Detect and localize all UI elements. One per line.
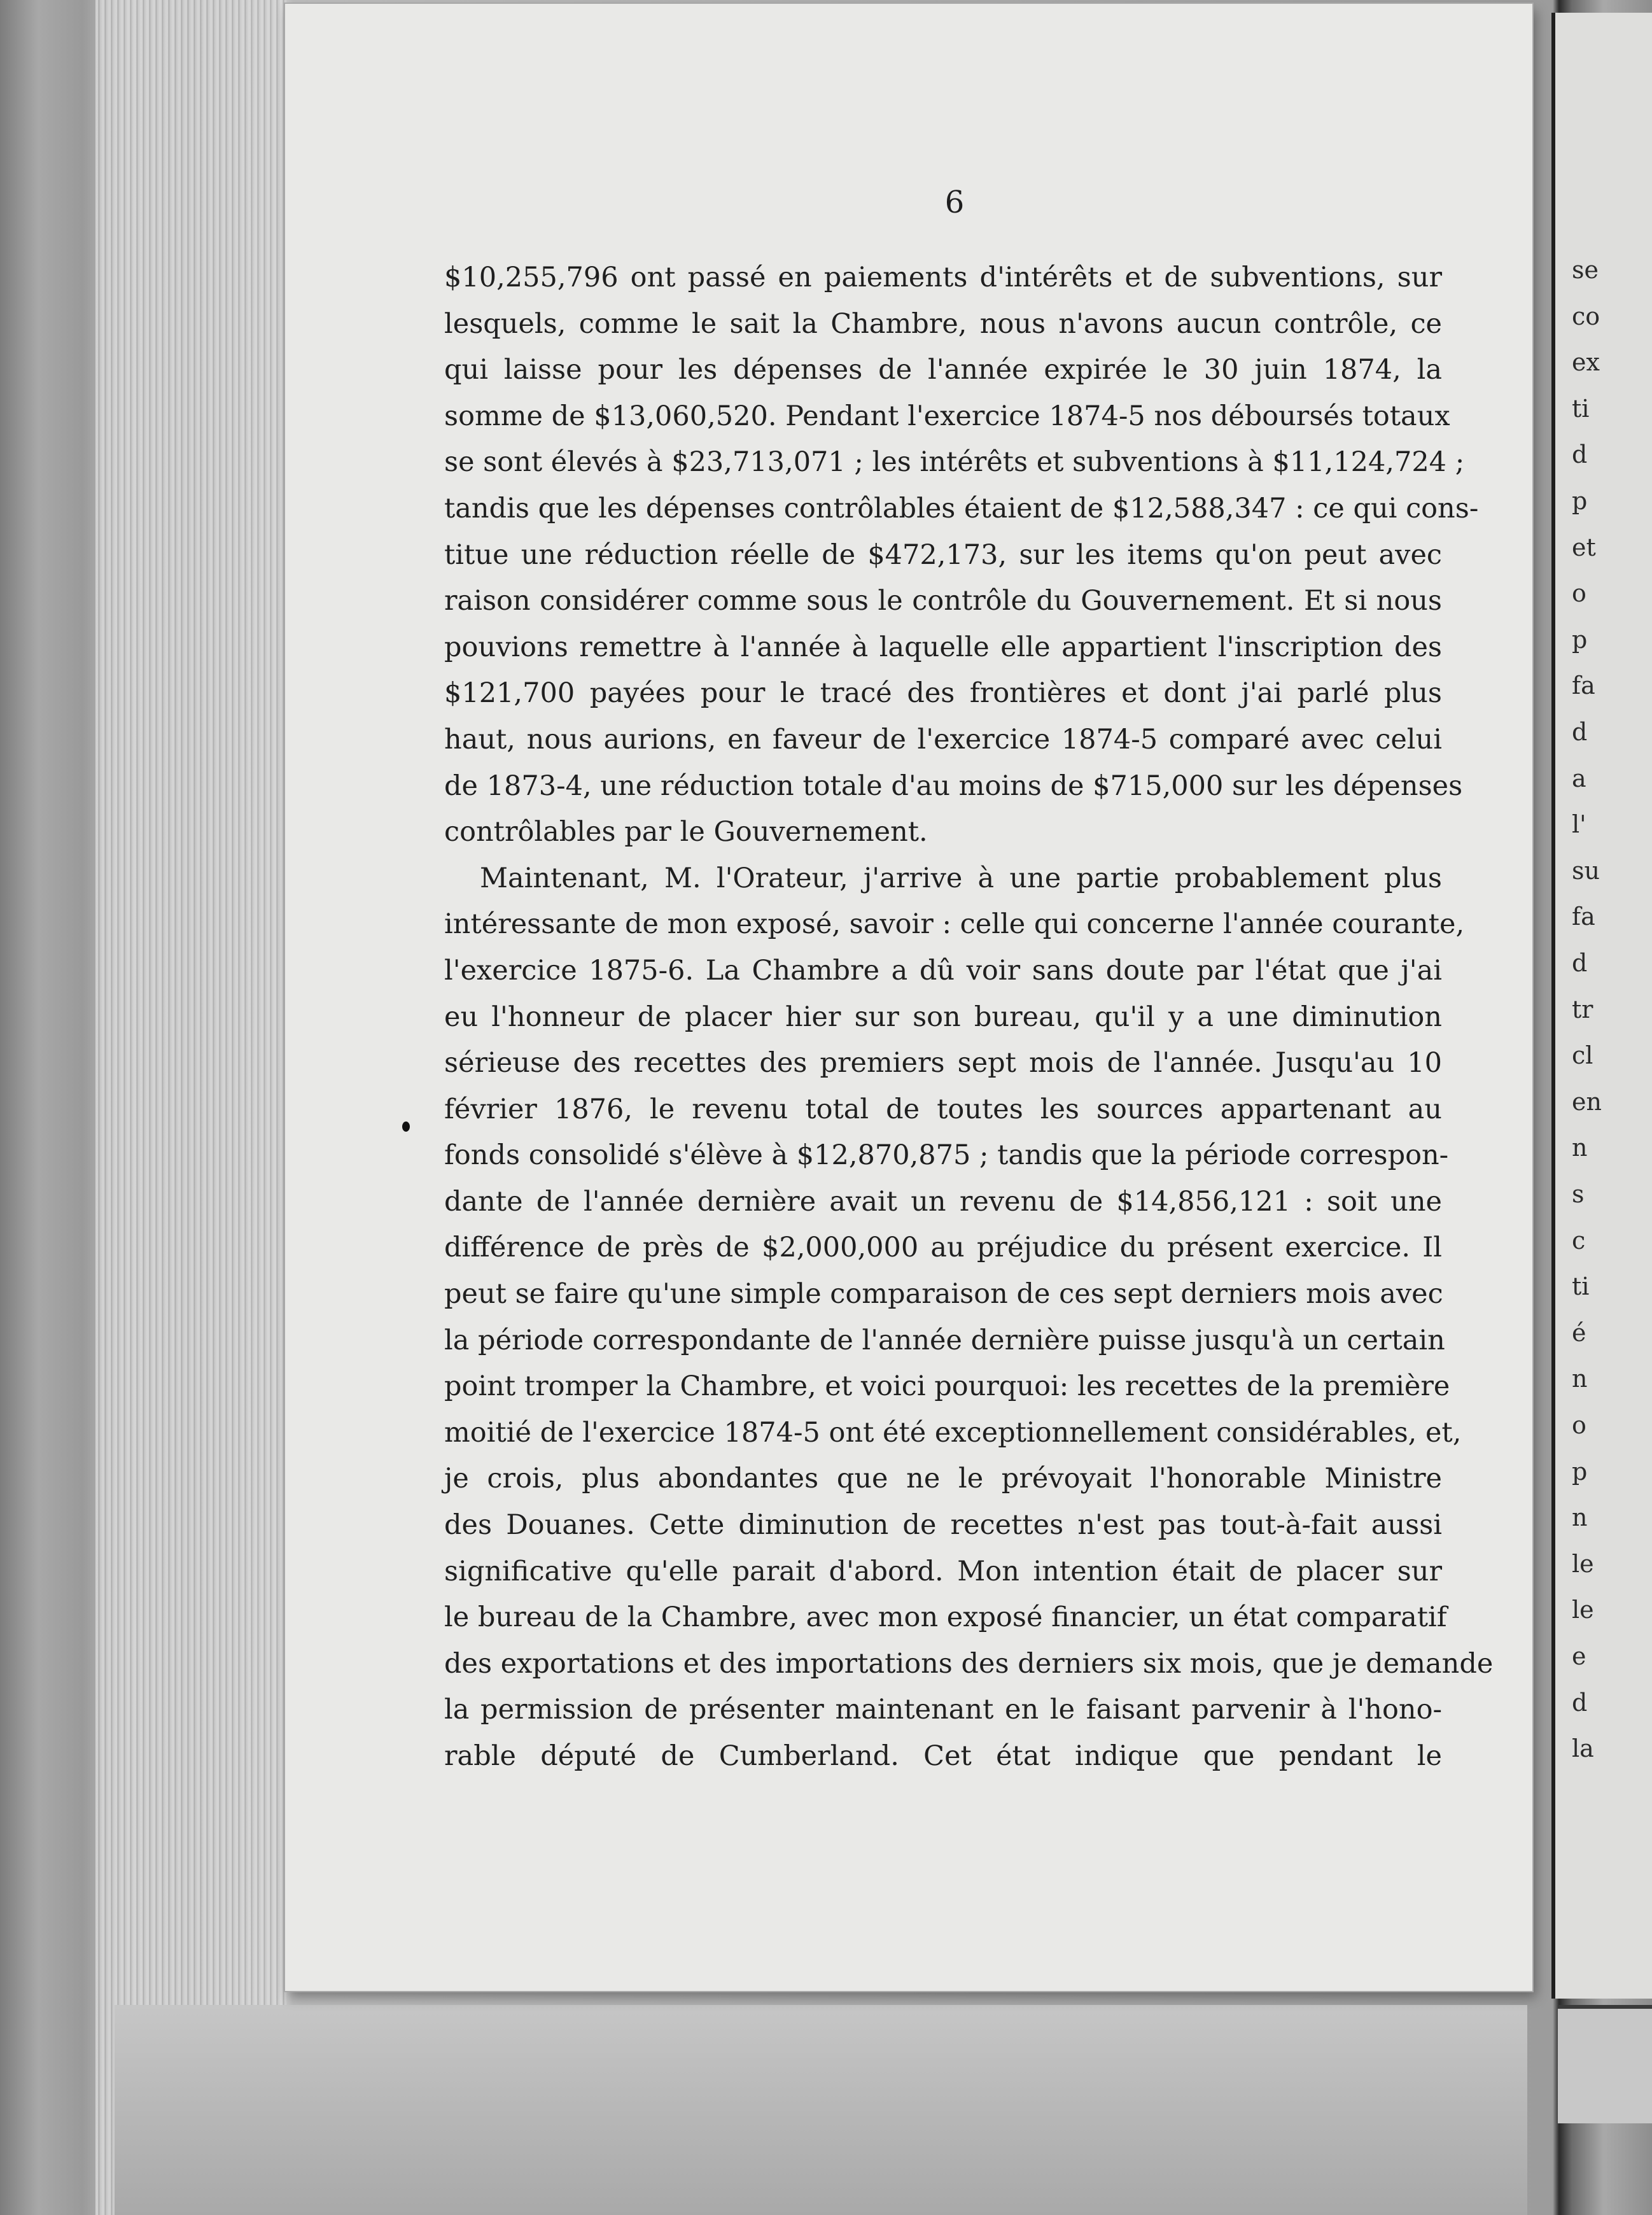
- adjacent-page-letter: et: [1572, 533, 1596, 561]
- text-line: haut, nous aurions, en faveur de l'exercice 1874-5 comparé avec celui: [444, 723, 1442, 756]
- text-line: somme de $13,060,520. Pendant l'exercice 1874-5 nos déboursés totaux: [444, 400, 1450, 432]
- text-line: rable député de Cumberland. Cet état indique que pendant le: [444, 1740, 1442, 1772]
- adjacent-page-letter: p: [1572, 1457, 1588, 1486]
- text-line: tandis que les dépenses contrôlables étaient de $12,588,347 : ce qui cons-: [444, 492, 1479, 524]
- adjacent-page-letter: p: [1572, 625, 1588, 654]
- adjacent-page-letter: a: [1572, 764, 1586, 792]
- adjacent-page-letter: d: [1572, 949, 1588, 977]
- adjacent-page-letter: c: [1572, 1226, 1586, 1255]
- page-number: 6: [944, 185, 965, 220]
- text-line: sérieuse des recettes des premiers sept mois de l'année. Jusqu'au 10: [444, 1047, 1442, 1079]
- adjacent-page-letter: o: [1572, 1411, 1586, 1439]
- adjacent-page-letter: n: [1572, 1365, 1588, 1393]
- text-line: le bureau de la Chambre, avec mon exposé financier, un état comparatif: [444, 1601, 1447, 1634]
- adjacent-page-letter: o: [1572, 579, 1586, 608]
- text-line: la période correspondante de l'année dernière puisse jusqu'à un certain: [444, 1324, 1445, 1356]
- text-line: de 1873-4, une réduction totale d'au moins de $715,000 sur les dépenses: [444, 770, 1463, 802]
- book-page-edges: [95, 0, 286, 2215]
- adjacent-page-letter: l': [1572, 810, 1586, 839]
- adjacent-page-letter: e: [1572, 1642, 1586, 1670]
- text-line: différence de près de $2,000,000 au préjudice du présent exercice. Il: [444, 1232, 1442, 1264]
- lower-right-strip: [1558, 2005, 1652, 2123]
- text-line: dante de l'année dernière avait un revenu de $14,856,121 : soit une: [444, 1185, 1442, 1218]
- adjacent-page-letter: su: [1572, 856, 1600, 885]
- adjacent-page-letter: se: [1572, 256, 1599, 284]
- adjacent-page-letter: é: [1572, 1318, 1586, 1347]
- text-line: lesquels, comme le sait la Chambre, nous n'avons aucun contrôle, ce: [444, 307, 1442, 340]
- text-line: titue une réduction réelle de $472,173, sur les items qu'on peut avec: [444, 538, 1442, 571]
- text-line: point tromper la Chambre, et voici pourquoi: les recettes de la première: [444, 1370, 1450, 1403]
- adjacent-page-letter: ex: [1572, 348, 1600, 377]
- text-line: $10,255,796 ont passé en paiements d'intérêts et de subventions, sur: [444, 262, 1442, 293]
- adjacent-page: [1551, 13, 1652, 1999]
- text-line: des exportations et des importations des derniers six mois, que je demande: [444, 1647, 1494, 1680]
- text-line: se sont élevés à $23,713,071 ; les intérêts et subventions à $11,124,724 ;: [444, 446, 1465, 479]
- text-line: peut se faire qu'une simple comparaison de ces sept derniers mois avec: [444, 1278, 1443, 1311]
- text-line: Maintenant, M. l'Orateur, j'arrive à une partie probablement plus: [480, 862, 1442, 894]
- text-line: pouvions remettre à l'année à laquelle elle appartient l'inscription des: [444, 631, 1442, 663]
- adjacent-page-letter: d: [1572, 718, 1588, 746]
- adjacent-page-letter: ti: [1572, 394, 1590, 423]
- text-line: intéressante de mon exposé, savoir : celle qui concerne l'année courante,: [444, 908, 1465, 941]
- adjacent-page-letter: en: [1572, 1087, 1602, 1116]
- text-line: $121,700 payées pour le tracé des frontières et dont j'ai parlé plus: [444, 677, 1442, 710]
- adjacent-page-letter: s: [1572, 1180, 1585, 1208]
- page-text: [444, 255, 1494, 1780]
- text-line: significative qu'elle parait d'abord. Mon intention était de placer sur: [444, 1555, 1442, 1587]
- text-line: contrôlables par le Gouvernement.: [444, 816, 928, 848]
- adjacent-page-letter: le: [1572, 1549, 1594, 1578]
- text-line: eu l'honneur de placer hier sur son bureau, qu'il y a une diminution: [444, 1001, 1442, 1033]
- adjacent-page-letter: fa: [1572, 672, 1595, 700]
- adjacent-page-letter: le: [1572, 1596, 1594, 1624]
- text-line: moitié de l'exercice 1874-5 ont été exceptionnellement considérables, et,: [444, 1416, 1462, 1449]
- adjacent-page-letter: la: [1572, 1734, 1594, 1763]
- adjacent-page-letter: n: [1572, 1134, 1588, 1162]
- paragraph-1: [444, 255, 1479, 855]
- adjacent-page-letter: cl: [1572, 1041, 1593, 1070]
- adjacent-page-letter: d: [1572, 440, 1588, 469]
- text-line: des Douanes. Cette diminution de recettes n'est pas tout-à-fait aussi: [444, 1509, 1442, 1542]
- adjacent-page-letter: tr: [1572, 995, 1593, 1023]
- text-line: raison considérer comme sous le contrôle du Gouvernement. Et si nous: [444, 585, 1442, 617]
- text-line: février 1876, le revenu total de toutes les sources appartenant au: [444, 1093, 1442, 1125]
- text-line: fonds consolidé s'élève à $12,870,875 ; tandis que la période correspon-: [444, 1139, 1449, 1172]
- adjacent-page-letter: n: [1572, 1503, 1588, 1532]
- paragraph-2: [444, 855, 1494, 1780]
- text-line: la permission de présenter maintenant en le faisant parvenir à l'hono-: [444, 1694, 1442, 1726]
- adjacent-page-letter: fa: [1572, 903, 1595, 931]
- adjacent-page-letter: co: [1572, 302, 1600, 330]
- adjacent-page-letter: d: [1572, 1688, 1588, 1717]
- adjacent-page-letter: ti: [1572, 1272, 1590, 1301]
- text-line: l'exercice 1875-6. La Chambre a dû voir sans doute par l'état que j'ai: [444, 954, 1442, 987]
- margin-ink-mark: [402, 1122, 410, 1132]
- text-line: qui laisse pour les dépenses de l'année expirée le 30 juin 1874, la: [444, 354, 1442, 386]
- text-line: je crois, plus abondantes que ne le prévoyait l'honorable Ministre: [444, 1463, 1442, 1495]
- adjacent-page-letter: p: [1572, 487, 1588, 515]
- book-cover-bottom: [115, 2005, 1527, 2215]
